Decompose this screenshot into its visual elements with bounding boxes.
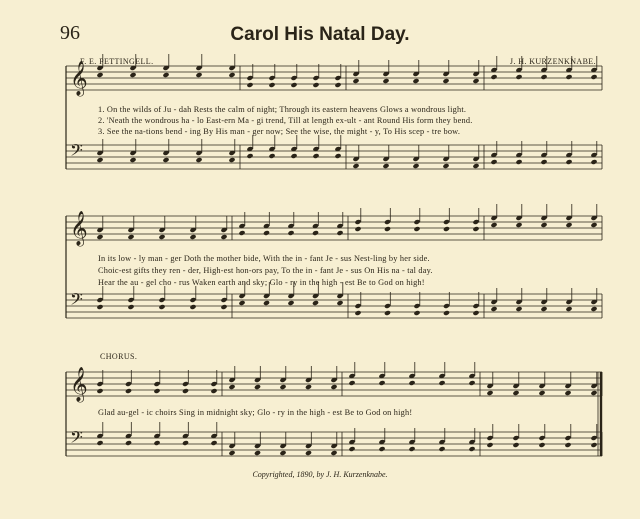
treble-clef-icon: 𝄞: [70, 211, 88, 246]
page-number: 96: [60, 22, 80, 44]
verse-3-line-1: 3. See the na-tions bend - ing By His man - ger now; See the wise, the might - y, To His scep - tre bow.: [98, 127, 461, 136]
staff: [66, 372, 602, 396]
bass-clef-icon: 𝄢: [70, 289, 83, 313]
verse-2-line-2: Choic-est gifts they ren - der, High-est hon-ors pay, To the in - fant Je - sus On His na - tal day.: [98, 266, 433, 275]
verse-1-line-2: In its low - ly man - ger Doth the mother bide, With the in - fant Je - sus Nest-ling by her side.: [98, 254, 430, 263]
treble-clef-icon: 𝄞: [70, 367, 88, 402]
copyright-notice: Copyrighted, 1890, by J. H. Kurzenknabe.: [252, 470, 388, 479]
bass-clef-icon: 𝄢: [70, 427, 83, 451]
chorus-label: CHORUS.: [100, 352, 138, 361]
composer-credit: J. H. KURZENKNABE.: [509, 57, 596, 66]
bass-clef-icon: 𝄢: [70, 140, 83, 164]
hymn-title: Carol His Natal Day.: [230, 24, 410, 45]
verse-1-line-1: 1. On the wilds of Ju - dah Rests the calm of night; Through its eastern heavens Glows a wondrous light.: [98, 105, 467, 114]
author-credit: F. E. PETTINGELL.: [80, 57, 154, 66]
staff: [66, 216, 602, 240]
verse-2-line-1: 2. 'Neath the wondrous ha - lo East-ern Ma - gi trend, Till at length ex-ult - ant Round His form they bend.: [98, 116, 473, 125]
treble-clef-icon: 𝄞: [70, 61, 88, 96]
verse-3-line-2: Hear the au - gel cho - rus Waken earth and sky; Glo - ry in the high - est Be to God on high!: [98, 278, 425, 287]
chorus-lyrics: Glad au-gel - ic choirs Sing in midnight sky; Glo - ry in the high - est Be to God on high!: [98, 408, 413, 417]
